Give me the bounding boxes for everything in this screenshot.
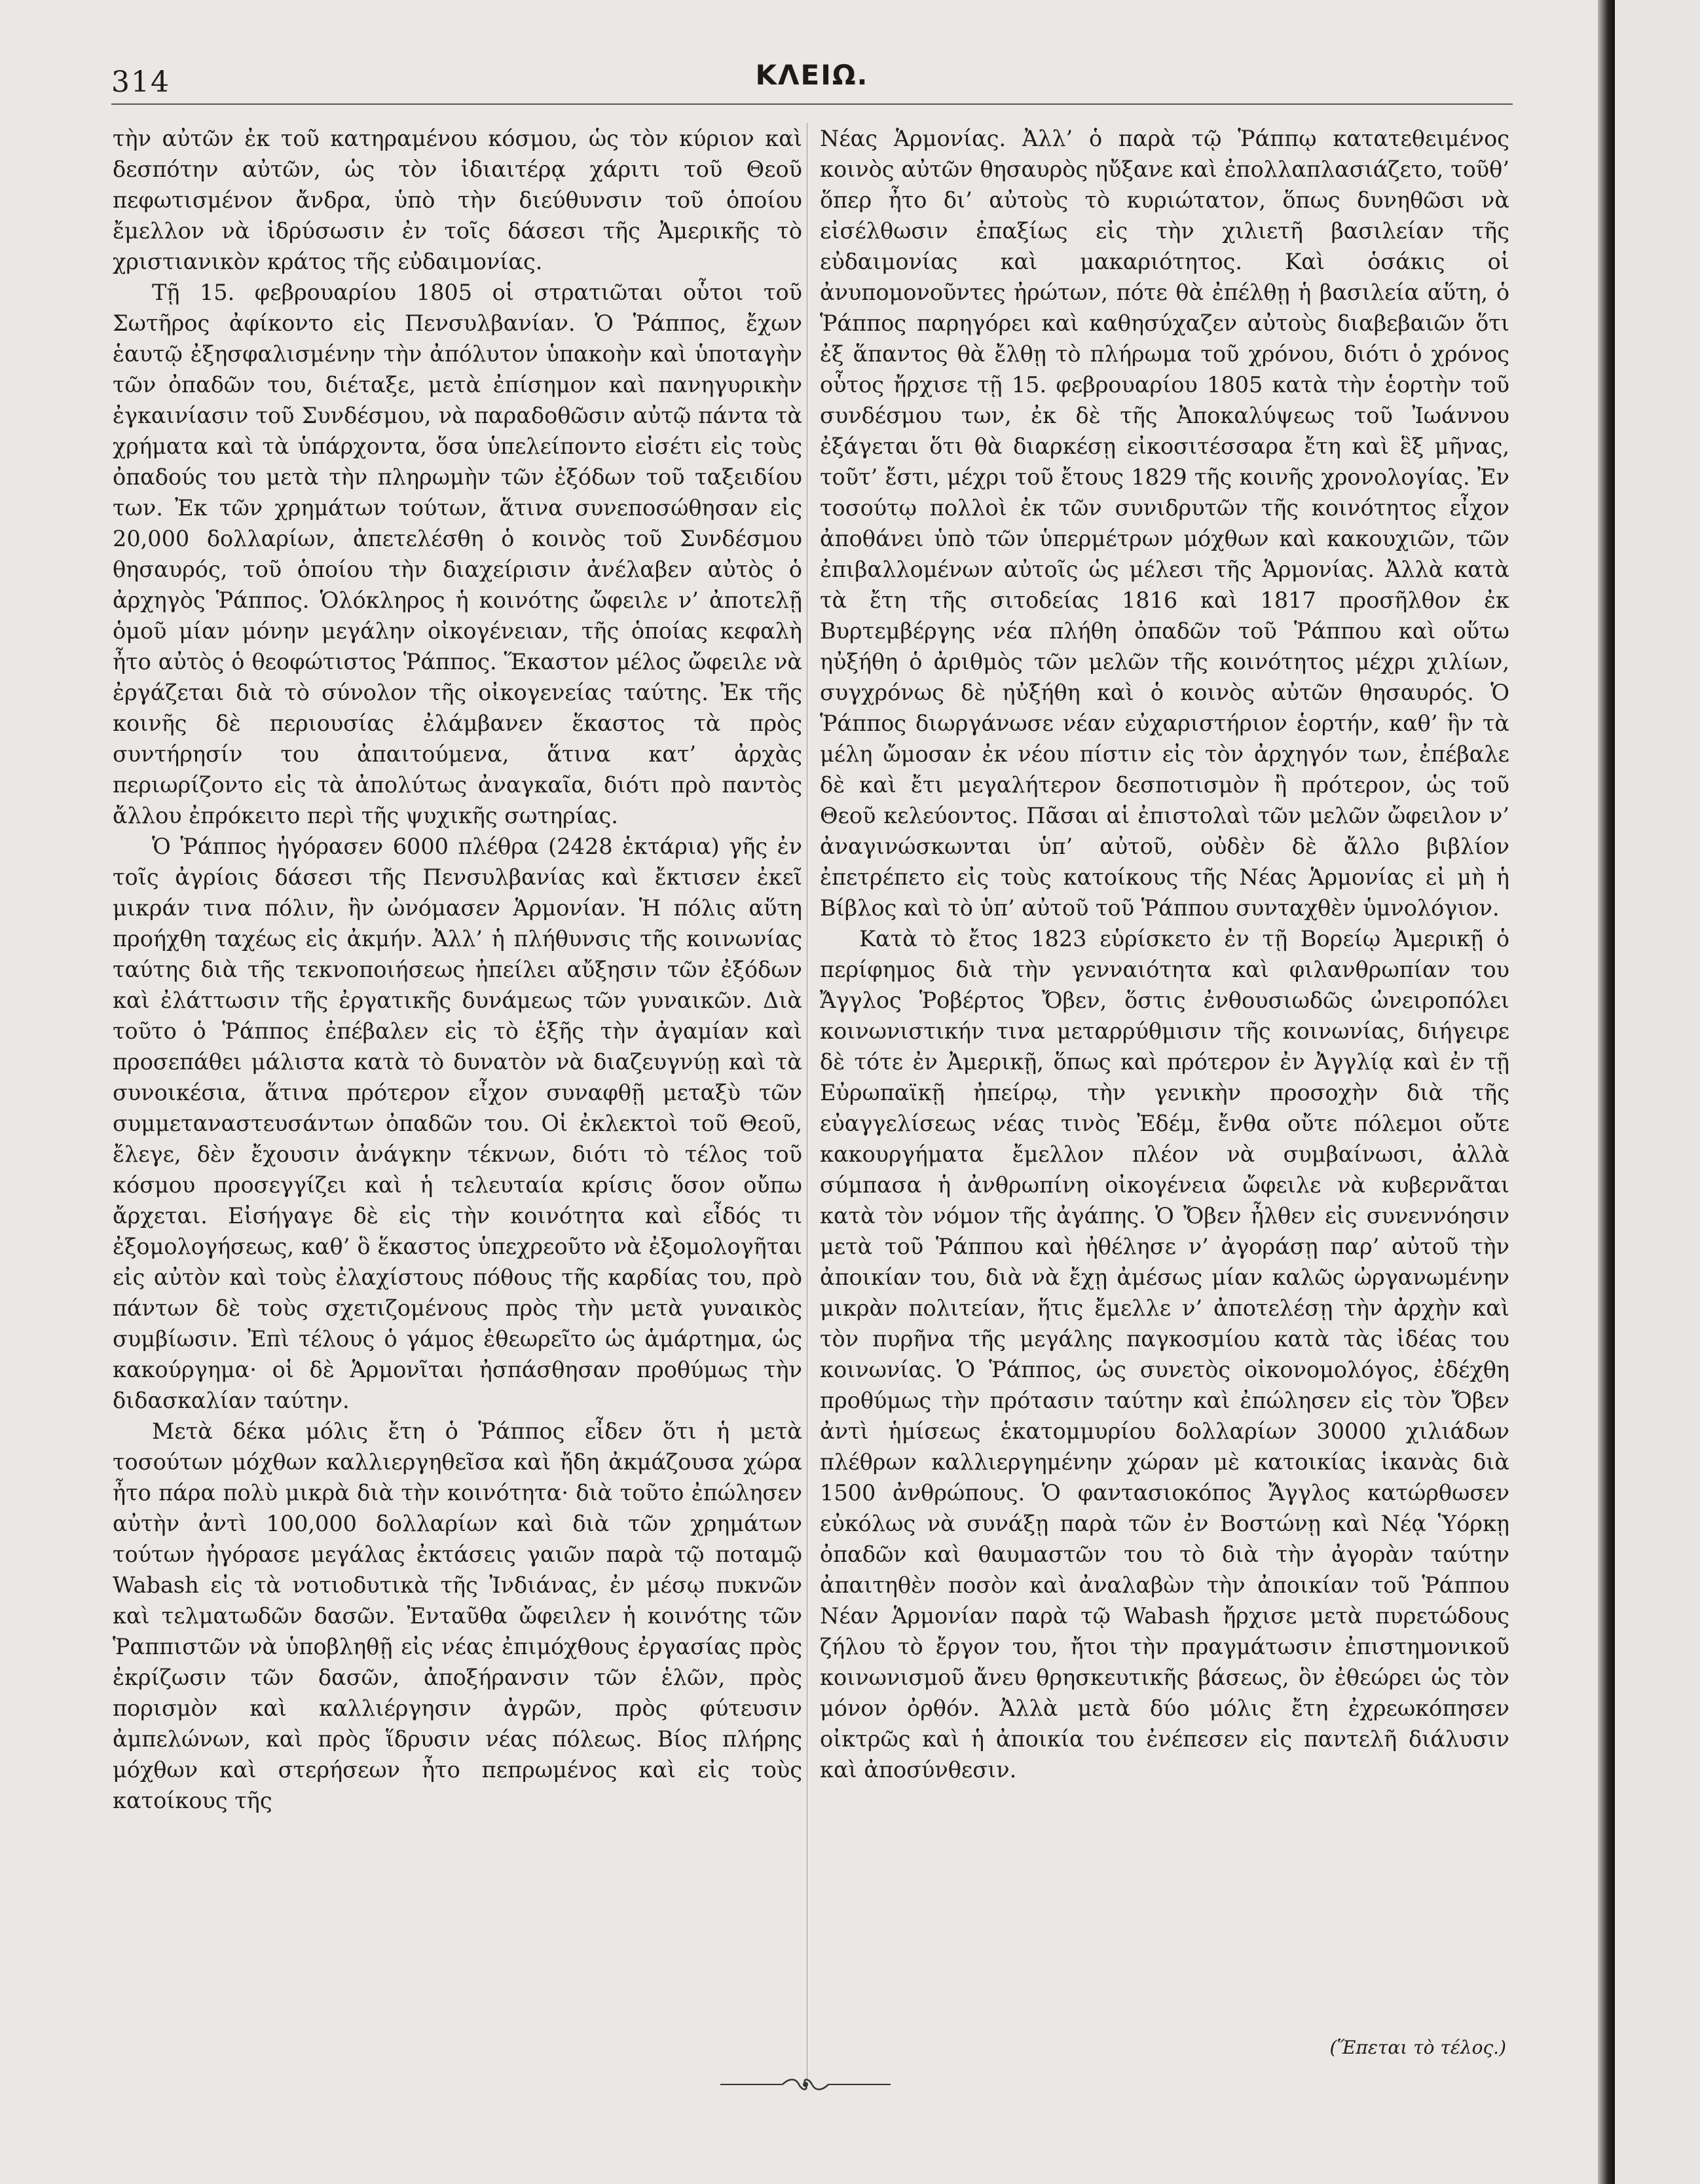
paragraph: Τῇ 15. φεβρουαρίου 1805 οἱ στρατιῶται οὗτοι τοῦ Σωτῆρος ἀφίκοντο εἰς Πενσυλβανίαν. Ὁ Ῥάππος, ἔχων ἑαυτῷ ἐξησφαλισμένην τὴν ἀπόλυτον ὑπακοὴν καὶ ὑποταγὴν τῶν ὀπαδῶν του, διέταξε, μετὰ ἐπίσημον καὶ πανηγυρικὴν ἐγκαινίασιν τοῦ Συνδέσμου, νὰ παραδοθῶσιν αὐτῷ πάντα τὰ χρήματα καὶ τὰ ὑπάρχοντα, ὅσα ὑπελείποντο εἰσέτι εἰς τοὺς ὀπαδούς του μετὰ τὴν πληρωμὴν τῶν ἐξόδων τοῦ ταξειδίου των. Ἐκ τῶν χρημάτων τούτων, ἅτινα συνεποσώθησαν εἰς 20,000 δολλαρίων, ἀπετελέσθη ὁ κοινὸς τοῦ Συνδέσμου θησαυρός, τοῦ ὁποίου τὴν διαχείρισιν ἀνέλαβεν αὐτὸς ὁ ἀρχηγὸς Ῥάππος. Ὁλόκληρος ἡ κοινότης ὤφειλε ν’ ἀποτελῇ ὁμοῦ μίαν μόνην μεγάλην οἰκογένειαν, τῆς ὁποίας κεφαλὴ ἦτο αὐτὸς ὁ θεοφώτιστος Ῥάππος. Ἕκαστον μέλος ὤφειλε νὰ ἐργάζεται διὰ τὸ σύνολον τῆς οἰκογενείας ταύτης. Ἐκ τῆς κοινῆς δὲ περιουσίας ἐλάμβανεν ἕκαστος τὰ πρὸς συντήρησίν του ἀπαιτούμενα, ἅτινα κατ’ ἀρχὰς περιωρίζοντο εἰς τὰ ἀπολύτως ἀναγκαῖα, διότι πρὸ παντὸς ἄλλου ἐπρόκειτο περὶ τῆς ψυχικῆς σωτηρίας. bbox=[113, 280, 802, 828]
page-number: 314 bbox=[111, 65, 170, 99]
page-header bbox=[111, 59, 1513, 105]
continued-note: (Ἕπεται τὸ τέλος.) bbox=[1329, 2037, 1506, 2058]
paragraph: τὴν αὐτῶν ἐκ τοῦ κατηραμένου κόσμου, ὡς τὸν κύριον καὶ δεσπότην αὐτῶν, ὡς τὸν ἰδιαιτέρᾳ χάριτι τοῦ Θεοῦ πεφωτισμένον ἄνδρα, ὑπὸ τὴν διεύθυνσιν τοῦ ὁποίου ἔμελλον νὰ ἱδρύσωσιν ἐν τοῖς δάσεσι τῆς Ἀμερικῆς τὸ χριστιανικὸν κράτος τῆς εὐδαιμονίας. bbox=[113, 126, 802, 274]
paragraph: Κατὰ τὸ ἔτος 1823 εὑρίσκετο ἐν τῇ Βορείῳ Ἀμερικῇ ὁ περίφημος διὰ τὴν γενναιότητα καὶ φιλανθρωπίαν του Ἄγγλος Ῥοβέρτος Ὄβεν, ὅστις ἐνθουσιωδῶς ὠνειροπόλει κοινωνιστικήν τινα μεταρρύθμισιν τῆς κοινωνίας, διήγειρε δὲ τότε ἐν Ἀμερικῇ, ὅπως καὶ πρότερον ἐν Ἀγγλίᾳ καὶ ἐν τῇ Εὐρωπαϊκῇ ἠπείρῳ, τὴν γενικὴν προσοχὴν διὰ τῆς εὐαγγελίσεως νέας τινὸς Ἐδέμ, ἔνθα οὔτε πόλεμοι οὔτε κακουργήματα ἔμελλον πλέον νὰ συμβαίνωσι, ἀλλὰ σύμπασα ἡ ἀνθρωπίνη οἰκογένεια ὤφειλε νὰ κυβερνᾶται κατὰ τὸν νόμον τῆς ἀγάπης. Ὁ Ὄβεν ἦλθεν εἰς συνεννόησιν μετὰ τοῦ Ῥάππου καὶ ἠθέλησε ν’ ἀγοράσῃ παρ’ αὐτοῦ τὴν ἀποικίαν του, διὰ νὰ ἔχῃ ἀμέσως μίαν καλῶς ὠργανωμένην μικρὰν πολιτείαν, ἥτις ἔμελλε ν’ ἀποτελέσῃ τὴν ἀρχὴν καὶ τὸν πυρῆνα τῆς μεγάλης παγκοσμίου κατὰ τὰς ἰδέας του κοινωνίας. Ὁ Ῥάππος, ὡς συνετὸς οἰκονομολόγος, ἐδέχθη προθύμως τὴν πρότασιν ταύτην καὶ ἐπώλησεν εἰς τὸν Ὄβεν ἀντὶ ἡμίσεως ἑκατομμυρίου δολλαρίων 30000 χιλιάδων πλέθρων καλλιεργημένην χώραν μὲ κατοικίας ἱκανὰς διὰ 1500 ἀνθρώπους. Ὁ φαντασιοκόπος Ἄγγλος κατώρθωσεν εὐκόλως νὰ συνάξῃ παρὰ τῶν ἐν Βοστώνῃ καὶ Νέᾳ Ὑόρκῃ ὀπαδῶν καὶ θαυμαστῶν του τὸ διὰ τὴν ἀγορὰν ταύτην ἀπαιτηθὲν ποσὸν καὶ ἀναλαβὼν τὴν ἀποικίαν τοῦ Ῥάππου Νέαν Ἁρμονίαν παρὰ τῷ Wabash ἤρχισε μετὰ πυρετώδους ζήλου τὸ ἔργον του, ἤτοι τὴν πραγμάτωσιν ἐπιστημονικοῦ κοινωνισμοῦ ἄνευ θρησκευτικῆς βάσεως, ὃν ἐθεώρει ὡς τὸν μόνον ὀρθόν. Ἀλλὰ μετὰ δύο μόλις ἔτη ἐχρεωκόπησεν οἰκτρῶς καὶ ἡ ἀποικία του ἐνέπεσεν εἰς παντελῆ διάλυσιν καὶ ἀποσύνθεσιν. bbox=[820, 926, 1509, 1783]
paragraph: Νέας Ἁρμονίας. Ἀλλ’ ὁ παρὰ τῷ Ῥάππῳ κατατεθειμένος κοινὸς αὐτῶν θησαυρὸς ηὔξανε καὶ ἐπολλαπλασιάζετο, τοῦθ’ ὅπερ ἦτο δι’ αὐτοὺς τὸ κυριώτατον, ὅπως δυνηθῶσι νὰ εἰσέλθωσιν ἐπαξίως εἰς τὴν χιλιετῆ βασιλείαν τῆς εὐδαιμονίας καὶ μακαριότητος. Καὶ ὁσάκις οἱ ἀνυπομονοῦντες ἠρώτων, πότε θὰ ἐπέλθῃ ἡ βασιλεία αὕτη, ὁ Ῥάππος παρηγόρει καὶ καθησύχαζεν αὐτοὺς διαβεβαιῶν ὅτι ἐξ ἅπαντος θὰ ἔλθῃ τὸ πλήρωμα τοῦ χρόνου, διότι ὁ χρόνος οὗτος ἤρχισε τῇ 15. φεβρουαρίου 1805 κατὰ τὴν ἑορτὴν τοῦ συνδέσμου των, ἐκ δὲ τῆς Ἀποκαλύψεως τοῦ Ἰωάννου ἐξάγεται ὅτι θὰ διαρκέσῃ εἰκοσιτέσσαρα ἔτη καὶ ἓξ μῆνας, τοῦτ’ ἔστι, μέχρι τοῦ ἔτους 1829 τῆς κοινῆς χρονολογίας. Ἐν τοσούτῳ πολλοὶ ἐκ τῶν συνιδρυτῶν τῆς κοινότητος εἶχον ἀποθάνει ὑπὸ τῶν ὑπερμέτρων μόχθων καὶ κακουχιῶν, τῶν ἐπιβαλλομένων αὐτοῖς ὡς μέλεσι τῆς Ἁρμονίας. Ἀλλὰ κατὰ τὰ ἔτη τῆς σιτοδείας 1816 καὶ 1817 προσῆλθον ἐκ Βυρτεμβέργης νέα πλήθη ὀπαδῶν τοῦ Ῥάππου καὶ οὕτω ηὐξήθη ὁ ἀριθμὸς τῶν μελῶν τῆς κοινότητος μέχρι χιλίων, συγχρόνως δὲ ηὐξήθη καὶ ὁ κοινὸς αὐτῶν θησαυρός. Ὁ Ῥάππος διωργάνωσε νέαν εὐχαριστήριον ἑορτήν, καθ’ ἣν τὰ μέλη ὤμοσαν ἐκ νέου πίστιν εἰς τὸν ἀρχηγόν των, ἐπέβαλε δὲ καὶ ἔτι μεγαλήτερον δεσποτισμὸν ἢ πρότερον, ὡς τοῦ Θεοῦ κελεύοντος. Πᾶσαι αἱ ἐπιστολαὶ τῶν μελῶν ὤφειλον ν’ ἀναγινώσκωνται ὑπ’ αὐτοῦ, οὐδὲν δὲ ἄλλο βιβλίον ἐπετρέπετο εἰς τοὺς κατοίκους τῆς Νέας Ἁρμονίας εἰ μὴ ἡ Βίβλος καὶ τὸ ὑπ’ αὐτοῦ τοῦ Ῥάππου συνταχθὲν ὑμνολόγιον. bbox=[820, 126, 1509, 921]
journal-title: ΚΛΕΙΩ. bbox=[755, 59, 869, 91]
header-rule bbox=[111, 103, 1513, 105]
next-page-edge bbox=[1615, 0, 1700, 2184]
ornament-divider-icon bbox=[720, 2075, 891, 2094]
paragraph: Ὁ Ῥάππος ἠγόρασεν 6000 πλέθρα (2428 ἑκτάρια) γῆς ἐν τοῖς ἀγρίοις δάσεσι τῆς Πενσυλβανίας καὶ ἔκτισεν ἐκεῖ μικράν τινα πόλιν, ἣν ὠνόμασεν Ἁρμονίαν. Ἡ πόλις αὕτη προήχθη ταχέως εἰς ἀκμήν. Ἀλλ’ ἡ πλήθυνσις τῆς κοινωνίας ταύτης διὰ τῆς τεκνοποιήσεως ἠπείλει αὔξησιν τῶν ἐξόδων καὶ ἐλάττωσιν τῆς ἐργατικῆς δυνάμεως τῶν γυναικῶν. Διὰ τοῦτο ὁ Ῥάππος ἐπέβαλεν εἰς τὸ ἑξῆς τὴν ἀγαμίαν καὶ προσεπάθει μάλιστα κατὰ τὸ δυνατὸν νὰ διαζευγνύῃ καὶ τὰ συνοικέσια, ἅτινα πρότερον εἶχον συναφθῇ μεταξὺ τῶν συμμεταναστευσάντων ὀπαδῶν του. Οἱ ἐκλεκτοὶ τοῦ Θεοῦ, ἔλεγε, δὲν ἔχουσιν ἀνάγκην τέκνων, διότι τὸ τέλος τοῦ κόσμου προσεγγίζει καὶ ἡ τελευταία κρίσις ὅσον οὔπω ἄρχεται. Εἰσήγαγε δὲ εἰς τὴν κοινότητα καὶ εἶδός τι ἐξομολογήσεως, καθ’ ὃ ἕκαστος ὑπεχρεοῦτο νὰ ἐξομολογῆται εἰς αὐτὸν καὶ τοὺς ἐλαχίστους πόθους τῆς καρδίας του, πρὸ πάντων δὲ τοὺς σχετιζομένους πρὸς τὴν μετὰ γυναικὸς συμβίωσιν. Ἐπὶ τέλους ὁ γάμος ἐθεωρεῖτο ὡς ἁμάρτημα, ὡς κακούργημα· οἱ δὲ Ἁρμονῖται ἠσπάσθησαν προθύμως τὴν διδασκαλίαν ταύτην. bbox=[113, 834, 802, 1413]
paragraph: Μετὰ δέκα μόλις ἔτη ὁ Ῥάππος εἶδεν ὅτι ἡ μετὰ τοσούτων μόχθων καλλιεργηθεῖσα καὶ ἤδη ἀκμάζουσα χώρα ἦτο πάρα πολὺ μικρὰ διὰ τὴν κοινότητα· διὰ τοῦτο ἐπώλησεν αὐτὴν ἀντὶ 100,000 δολλαρίων καὶ διὰ τῶν χρημάτων τούτων ἠγόρασε μεγάλας ἐκτάσεις γαιῶν παρὰ τῷ ποταμῷ Wabash εἰς τὰ νοτιοδυτικὰ τῆς Ἰνδιάνας, ἐν μέσῳ πυκνῶν καὶ τελματωδῶν δασῶν. Ἐνταῦθα ὤφειλεν ἡ κοινότης τῶν Ῥαππιστῶν νὰ ὑποβληθῇ εἰς νέας ἐπιμόχθους ἐργασίας πρὸς ἐκρίζωσιν τῶν δασῶν, ἀποξήρανσιν τῶν ἑλῶν, πρὸς πορισμὸν καὶ καλλιέργησιν ἀγρῶν, πρὸς φύτευσιν ἀμπελώνων, καὶ πρὸς ἵδρυσιν νέας πόλεως. Βίος πλήρης μόχθων καὶ στερήσεων ἦτο πεπρωμένος καὶ εἰς τοὺς κατοίκους τῆς bbox=[113, 1418, 802, 1813]
binding-gutter bbox=[1598, 0, 1615, 2184]
left-column bbox=[113, 123, 802, 2088]
right-column bbox=[820, 123, 1509, 2088]
